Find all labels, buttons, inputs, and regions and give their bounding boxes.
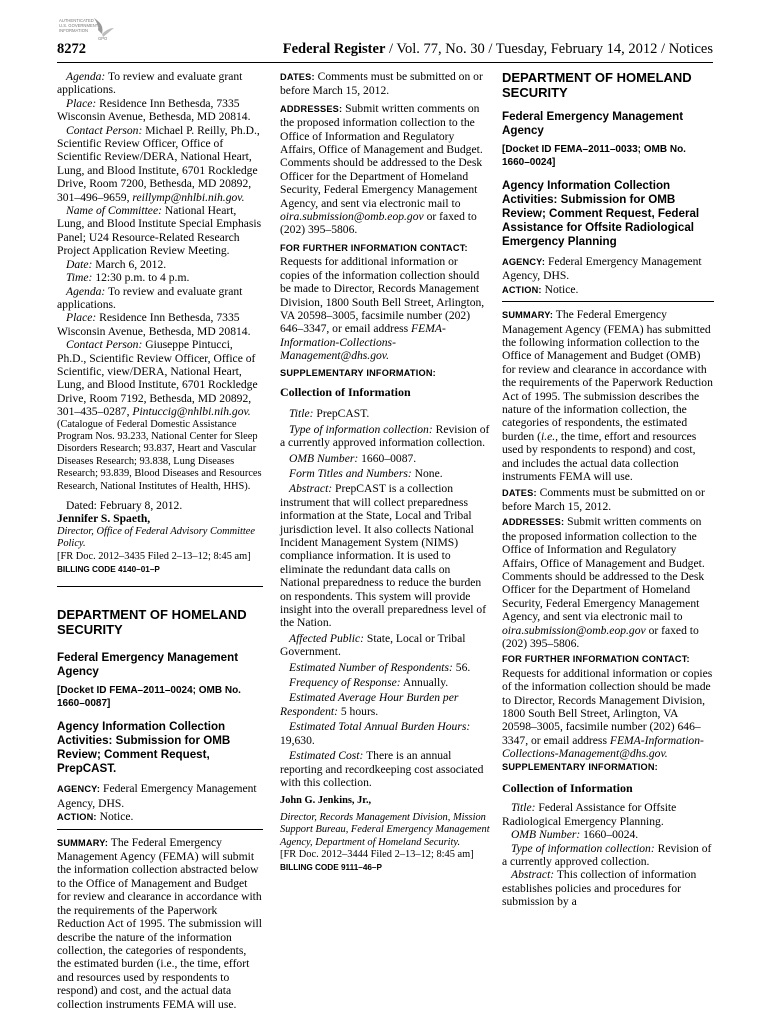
dates: DATES: Comments must be submitted on or before March 15, 2012. (502, 485, 705, 513)
page-number: 8272 (57, 41, 86, 57)
signer-name: John G. Jenkins, Jr., (280, 795, 372, 807)
signer-title: Director, Office of Federal Advisory Committee Policy. (57, 525, 255, 550)
collection-heading: Collection of Information (280, 384, 411, 399)
svg-text:INFORMATION: INFORMATION (59, 28, 88, 33)
paragraph: OMB Number: 1660–0087. (289, 451, 417, 465)
paragraph: Title: Federal Assistance for Offsite Radiological Emergency Planning. (502, 801, 677, 828)
paragraph: Type of information collection: Revision of a currently approved information collection. (280, 422, 490, 450)
action-line: ACTION: Notice. (57, 810, 134, 824)
agency-line: AGENCY: Federal Emergency Management Agency, DHS. (57, 782, 257, 810)
paragraph: Estimated Cost: There is an annual reporting and recordkeeping cost associated with this collection. (280, 749, 484, 789)
running-head: Federal Register / Vol. 77, No. 30 / Tuesday, February 14, 2012 / Notices (282, 41, 713, 57)
further-info: FOR FURTHER INFORMATION CONTACT: Requests for additional information or copies of the information collection should be made to Director, Records Management Division, 1800 South Bell Street, Arlington, VA 20598–3005, facsimile number (202) 646–3347, or email address FEMA-Information-Collections-Management@dhs.gov. (280, 242, 485, 363)
svg-text:U.S. GOVERNMENT: U.S. GOVERNMENT (59, 23, 99, 28)
email-link[interactable]: FEMA-Information-Collections-Management@dhs.gov. (280, 322, 446, 363)
catalog-note: (Catalogue of Federal Domestic Assistance Program Nos. 93.233, National Center for Sleep Disorders Research; 93.837, Heart and Vascular Diseases Research; 93.838, Lung Diseases Research; 93.839, Blood Diseases and Resources Research, National Institutes of Health, HHS). (57, 418, 262, 492)
billing-code: BILLING CODE 4140–01–P (57, 565, 160, 575)
paragraph: Agenda: To review and evaluate grant applications. (57, 70, 243, 97)
paragraph: Estimated Average Hour Burden per Respondent: 5 hours. (280, 691, 459, 718)
email-link[interactable]: oira.submission@omb.eop.gov (502, 623, 646, 637)
docket-id: [Docket ID FEMA–2011–0033; OMB No. 1660–0024] (502, 144, 686, 168)
paragraph: Date: March 6, 2012. (66, 257, 167, 271)
paragraph: Estimated Total Annual Burden Hours: 19,630. (280, 720, 471, 747)
column-2 (280, 70, 490, 875)
notice-subject: Agency Information Collection Activities: Submission for OMB Review; Comment Request, PrepCAST. (57, 720, 231, 776)
paragraph: Affected Public: State, Local or Tribal Government. (280, 631, 466, 659)
agency-line: AGENCY: Federal Emergency Management Agency, DHS. (502, 255, 702, 283)
signer-title: Director, Records Management Division, Mission Support Bureau, Federal Emergency Management Agency, Department of Homeland Security. (280, 811, 490, 848)
signer-name: Jennifer S. Spaeth, (57, 512, 151, 526)
paragraph: Form Titles and Numbers: None. (289, 466, 443, 480)
email-link[interactable]: Pintuccig@nhlbi.nih.gov. (132, 405, 251, 419)
paragraph: Name of Committee: National Heart, Lung, and Blood Institute Special Emphasis Panel; U24 Resource-Related Research Project Application Review Meeting. (57, 204, 262, 258)
email-link[interactable]: FEMA-Information-Collections-Management@dhs.gov. (502, 733, 704, 761)
authenticated-gpo-seal-icon (58, 16, 116, 42)
summary: SUMMARY: The Federal Emergency Management Agency (FEMA) will submit the information collection abstracted below to the Office of Management and Budget for review and clearance in accordance with the requirements of the Paperwork Reduction Act of 1995. The submission will describe the nature of the information collection, the categories of respondents, the estimated burden (i.e., the time, effort and resources used by respondents to respond) and cost, and the actual data collection instruments FEMA will use. (57, 835, 262, 1011)
fr-doc: [FR Doc. 2012–3444 Filed 2–13–12; 8:45 am] (280, 848, 474, 860)
supplementary-label: SUPPLEMENTARY INFORMATION: (502, 761, 658, 772)
fr-doc: [FR Doc. 2012–3435 Filed 2–13–12; 8:45 am] (57, 550, 251, 562)
paragraph: Abstract: PrepCAST is a collection instrument that will collect preparedness information at the State, Local and Tribal jurisdiction level. It also collects National Incident Management System (NIMS) compliance information. It is used to eliminate the redundant data calls on National preparedness to reduce the burden on respondents. This system will provide insight into the overall preparedness level of the Nation. (280, 482, 487, 630)
department-heading: DEPARTMENT OF HOMELAND SECURITY (57, 607, 247, 638)
notice-subject: Agency Information Collection Activities: Submission for OMB Review; Comment Request, Federal Assistance for Offsite Radiological Emergency Planning (502, 179, 700, 248)
supplementary-label: SUPPLEMENTARY INFORMATION: (280, 367, 436, 378)
paragraph: OMB Number: 1660–0024. (511, 828, 639, 842)
addresses: ADDRESSES: Submit written comments on the proposed information collection to the Office of Information and Regulatory Affairs, Office of Management and Budget. Comments should be addressed to the Desk Officer for the Department of Homeland Security, Federal Emergency Management Agency, and sent via electronic mail to oira.submission@omb.eop.gov or faxed to (202) 395–5806. (280, 101, 483, 237)
paragraph: Frequency of Response: Annually. (289, 676, 449, 690)
dates: DATES: Comments must be submitted on or before March 15, 2012. (280, 70, 483, 98)
paragraph: Place: Residence Inn Bethesda, 7335 Wisconsin Avenue, Bethesda, MD 20814. (57, 96, 251, 124)
paragraph: Abstract: This collection of information establishes policies and procedures for submission by a (502, 868, 697, 909)
addresses: ADDRESSES: Submit written comments on the proposed information collection to the Office of Information and Regulatory Affairs, Office of Management and Budget. Comments should be addressed to the Desk Officer for the Department of Homeland Security, Federal Emergency Management Agency, and sent via electronic mail to oira.submission@omb.eop.gov or faxed to (202) 395–5806. (502, 515, 705, 650)
paragraph: Type of information collection: Revision of a currently approved collection. (502, 841, 712, 869)
email-link[interactable]: reillymp@nhlbi.nih.gov. (132, 190, 245, 204)
paragraph: Contact Person: Michael P. Reilly, Ph.D., Scientific Review Officer, Office of Scientific Review/DERA, National Heart, Lung, and Blood Institute, 6701 Rockledge Drive, Room 7200, Bethesda, MD 20892, 301–496–9659, reillymp@nhlbi.nih.gov. (57, 123, 260, 204)
column-3 (502, 70, 714, 909)
paragraph: Contact Person: Giuseppe Pintucci, Ph.D., Scientific Review Officer, Office of Scientific, view/DERA, National Heart, Lung, and Blood Institute, 6701 Rockledge Drive, Room 7192, Bethesda, MD 20892, 301–435–0287, Pintuccig@nhlbi.nih.gov. (57, 338, 258, 419)
collection-heading: Collection of Information (502, 781, 633, 796)
billing-code: BILLING CODE 9111–46–P (280, 863, 382, 873)
paragraph: Place: Residence Inn Bethesda, 7335 Wisconsin Avenue, Bethesda, MD 20814. (57, 311, 251, 338)
paragraph: Agenda: To review and evaluate grant applications. (57, 284, 243, 311)
summary: SUMMARY: The Federal Emergency Management Agency (FEMA) has submitted the following information collection to the Office of Management and Budget (OMB) for review and clearance in accordance with the requirements of the Paperwork Reduction Act of 1995. The submission describes the nature of the information collection, the categories of respondents, the estimated burden (i.e., the time, effort and resources used by respondents to respond) and cost, and includes the actual data collection instruments FEMA will use. (502, 308, 713, 484)
svg-text:AUTHENTICATED: AUTHENTICATED (59, 18, 94, 23)
email-link[interactable]: oira.submission@omb.eop.gov (280, 210, 424, 224)
paragraph: Time: 12:30 p.m. to 4 p.m. (66, 271, 190, 285)
dated-line: Dated: February 8, 2012. (66, 499, 183, 512)
action-line: ACTION: Notice. (502, 282, 579, 296)
docket-id: [Docket ID FEMA–2011–0024; OMB No. 1660–0087] (57, 685, 241, 709)
svg-text:GPO: GPO (98, 36, 108, 41)
header-rule (57, 62, 713, 63)
page-header (57, 40, 713, 60)
paragraph: Estimated Number of Respondents: 56. (289, 660, 471, 674)
agency-heading: Federal Emergency Management Agency (502, 110, 684, 137)
column-1 (57, 70, 263, 1011)
department-heading: DEPARTMENT OF HOMELAND SECURITY (502, 70, 692, 100)
agency-heading: Federal Emergency Management Agency (57, 651, 239, 679)
paragraph: Title: PrepCAST. (289, 407, 370, 421)
further-info: FOR FURTHER INFORMATION CONTACT: Requests for additional information or copies of the information collection should be made to Director, Records Management Division, 1800 South Bell Street, Arlington, VA 20598–3005, facsimile number (202) 646–3347, or email address FEMA-Information-Collections-Management@dhs.gov. (502, 654, 713, 761)
